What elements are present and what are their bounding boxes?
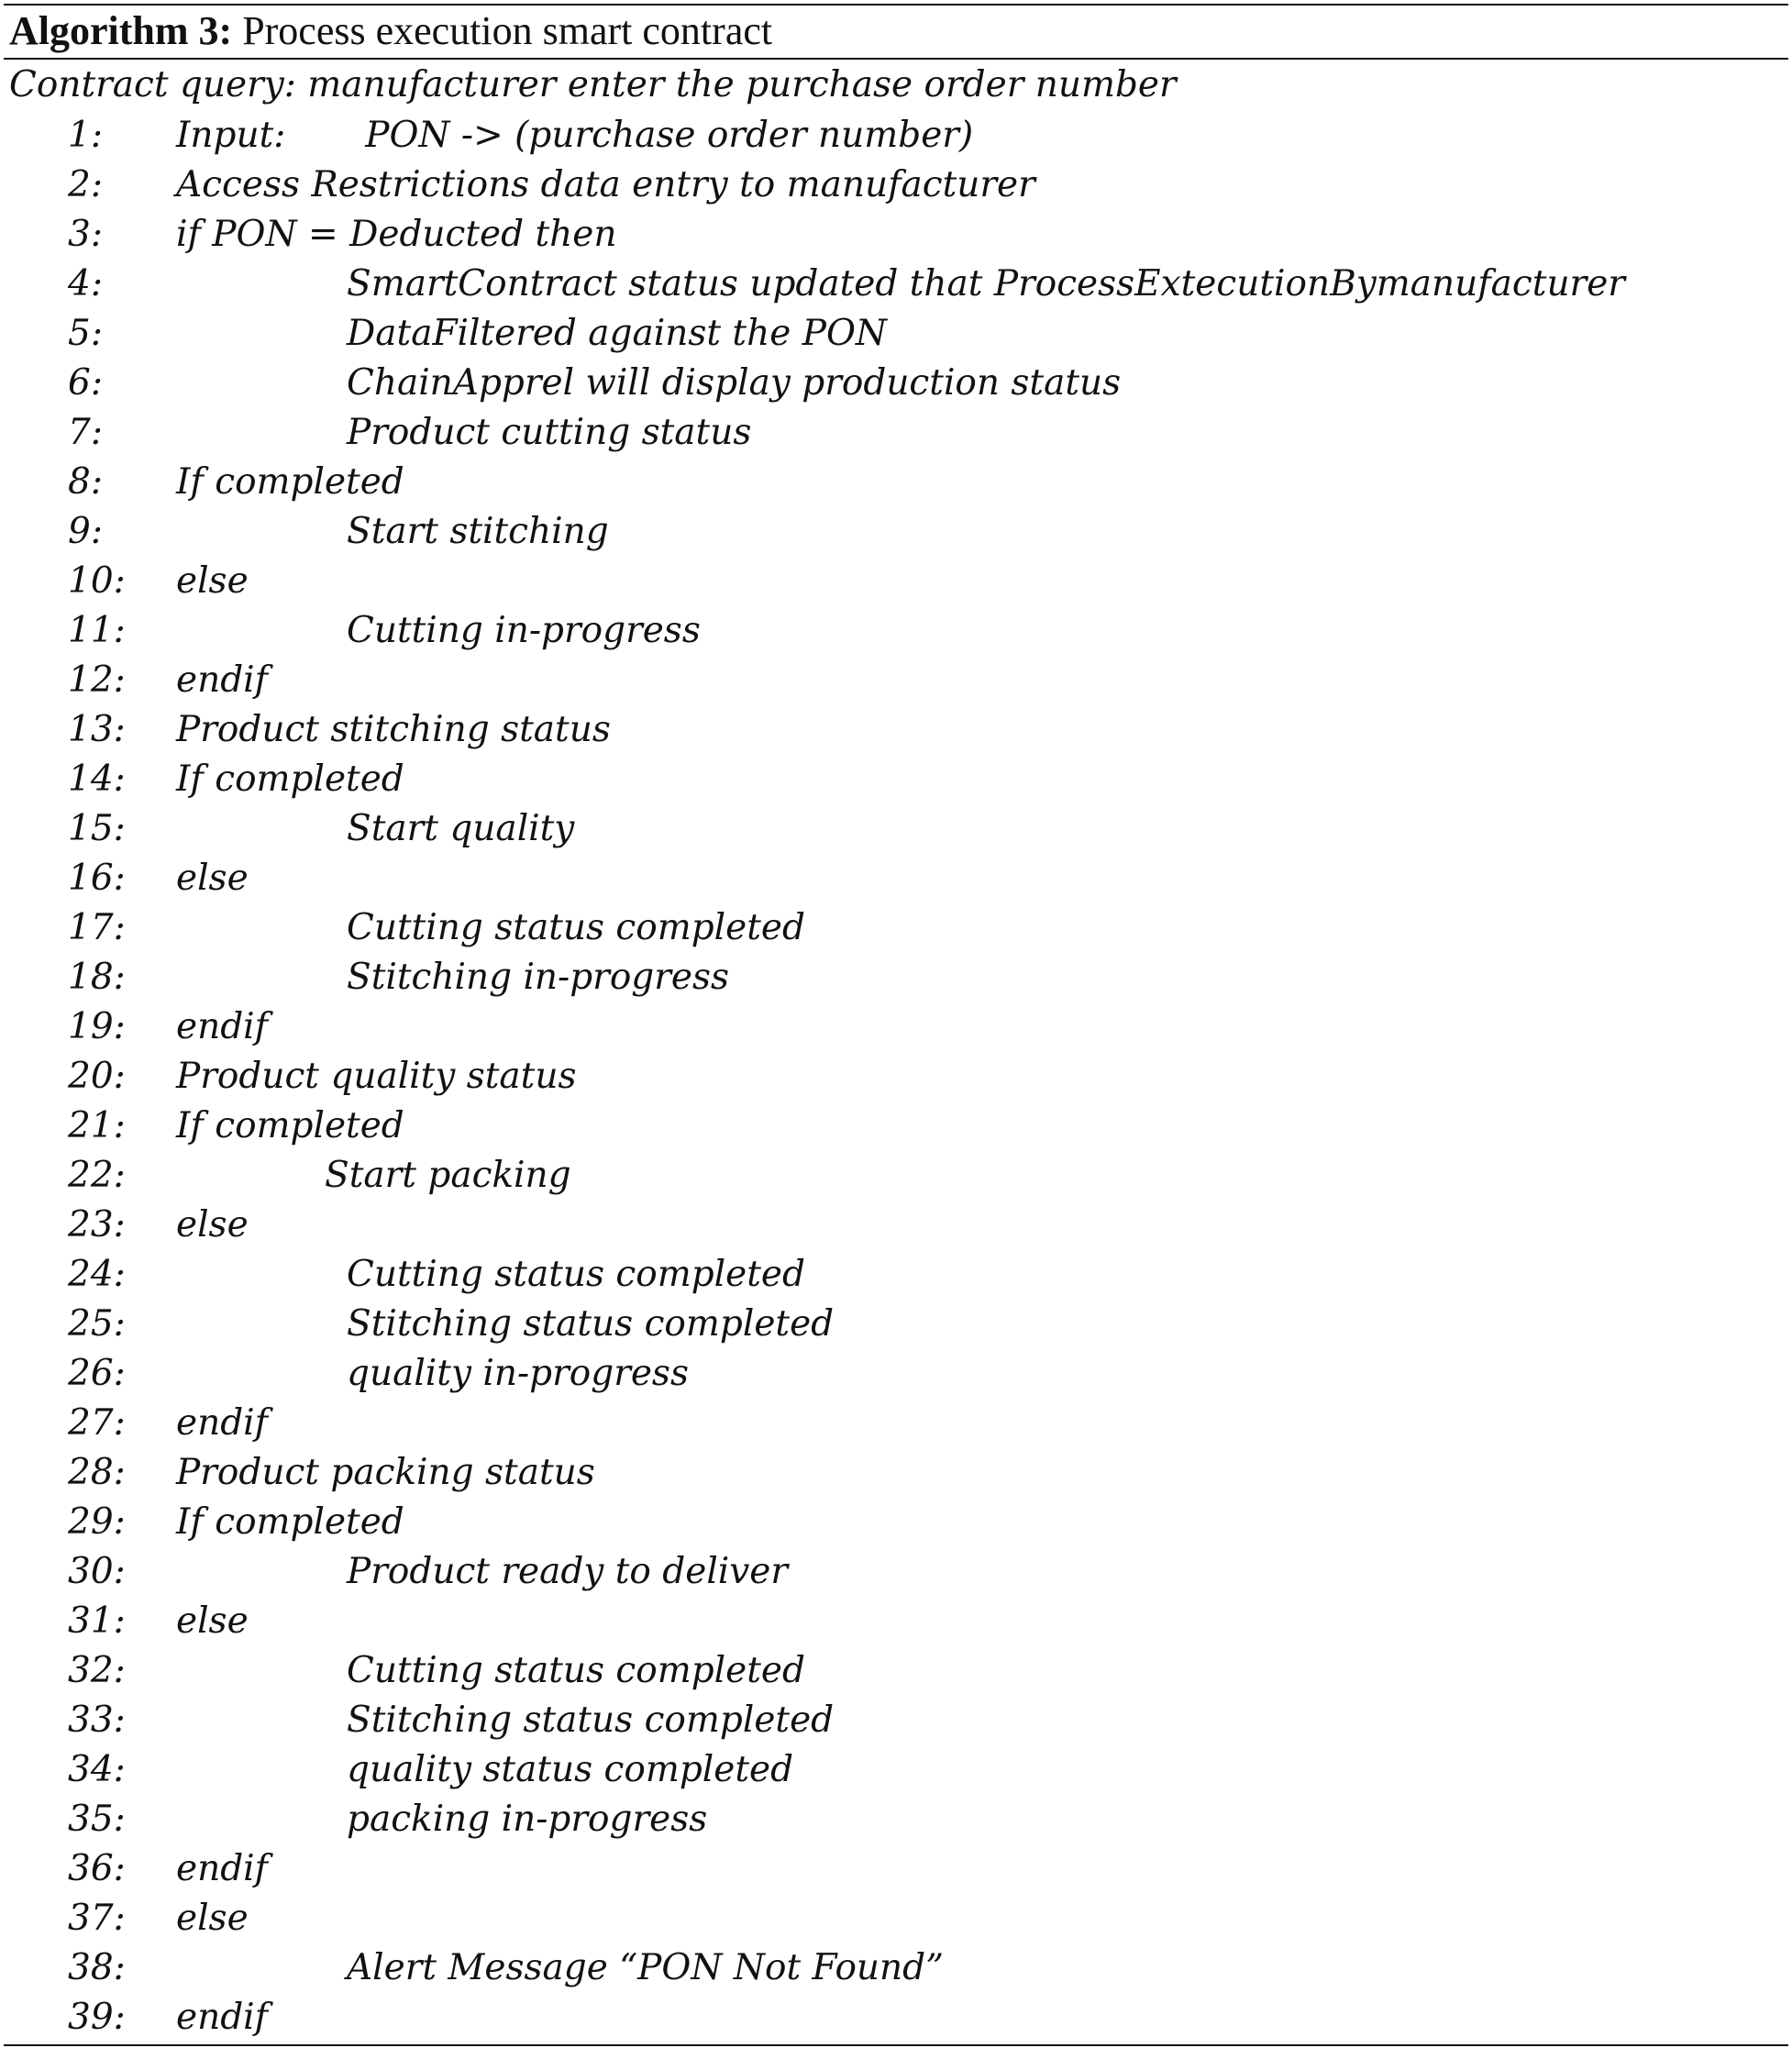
caption-rule	[4, 58, 1788, 60]
line-code: DataFiltered against the PON	[347, 313, 888, 354]
line-number: 17:	[68, 907, 126, 948]
algorithm-line	[4, 1844, 1788, 1894]
line-code: If completed	[176, 758, 404, 800]
algorithm-line	[4, 1151, 1788, 1201]
line-code: Cutting status completed	[347, 907, 805, 948]
line-number: 8:	[68, 461, 103, 503]
line-code: If completed	[176, 1501, 404, 1543]
line-number: 19:	[68, 1006, 126, 1047]
line-code: Product ready to deliver	[347, 1551, 789, 1592]
algorithm-line	[4, 1993, 1788, 2042]
algorithm-line	[4, 755, 1788, 804]
algorithm-lines	[4, 111, 1788, 2042]
line-code: endif	[176, 659, 269, 701]
algorithm-line	[4, 804, 1788, 854]
algorithm-line	[4, 507, 1788, 557]
line-code: quality status completed	[347, 1749, 794, 1790]
algorithm-line	[4, 1646, 1788, 1696]
algorithm-title: Process execution smart contract	[242, 8, 773, 53]
line-code: Start stitching	[347, 511, 609, 552]
line-code: ChainApprel will display production status	[347, 362, 1122, 404]
line-number: 23:	[68, 1204, 126, 1245]
algorithm-line	[4, 903, 1788, 953]
line-number: 39:	[68, 1997, 126, 2038]
line-code: else	[176, 858, 249, 899]
line-number: 3:	[68, 214, 103, 255]
line-code: Input: PON -> (purchase order number)	[176, 115, 974, 156]
line-code: Cutting status completed	[347, 1650, 805, 1691]
line-code: Cutting in-progress	[347, 610, 701, 651]
algorithm-line	[4, 953, 1788, 1002]
line-code: endif	[176, 1997, 269, 2038]
line-number: 1:	[68, 115, 103, 156]
algorithm-line	[4, 705, 1788, 755]
line-code: Product quality status	[176, 1056, 577, 1097]
algorithm-line	[4, 210, 1788, 260]
algorithm-line	[4, 656, 1788, 705]
line-code: If completed	[176, 1105, 404, 1146]
line-code: else	[176, 1600, 249, 1642]
line-number: 27:	[68, 1402, 126, 1444]
line-number: 10:	[68, 560, 126, 602]
line-number: 4:	[68, 263, 103, 304]
algorithm-line	[4, 557, 1788, 606]
line-number: 21:	[68, 1105, 126, 1146]
algorithm-line	[4, 1943, 1788, 1993]
line-number: 37:	[68, 1898, 126, 1939]
algorithm-line	[4, 1696, 1788, 1745]
algorithm-line	[4, 1300, 1788, 1349]
line-code: Stitching in-progress	[347, 957, 730, 998]
line-number: 18:	[68, 957, 126, 998]
line-number: 13:	[68, 709, 126, 750]
line-number: 35:	[68, 1799, 126, 1840]
line-number: 20:	[68, 1056, 126, 1097]
line-number: 26:	[68, 1353, 126, 1394]
line-number: 25:	[68, 1303, 126, 1345]
algorithm-line	[4, 408, 1788, 458]
algorithm-line	[4, 111, 1788, 161]
algorithm-line	[4, 1498, 1788, 1547]
line-code: Stitching status completed	[347, 1303, 835, 1345]
line-number: 2:	[68, 164, 103, 205]
line-code: Product cutting status	[347, 412, 752, 453]
algorithm-caption	[9, 6, 772, 57]
line-code: endif	[176, 1848, 269, 1889]
line-code: Stitching status completed	[347, 1699, 835, 1741]
contract-query: Contract query: manufacturer enter the purchase order number	[9, 64, 1177, 105]
line-code: if PON = Deducted then	[176, 214, 617, 255]
line-code: Product stitching status	[176, 709, 611, 750]
algorithm-line	[4, 1250, 1788, 1300]
algorithm-line	[4, 1894, 1788, 1943]
line-number: 7:	[68, 412, 103, 453]
line-number: 12:	[68, 659, 126, 701]
algorithm-line	[4, 854, 1788, 903]
line-number: 29:	[68, 1501, 126, 1543]
algorithm-line	[4, 1052, 1788, 1101]
algorithm-box	[4, 0, 1788, 2048]
line-code: If completed	[176, 461, 404, 503]
line-code: else	[176, 1898, 249, 1939]
algorithm-line	[4, 359, 1788, 408]
algorithm-line	[4, 1399, 1788, 1448]
line-code: Start packing	[325, 1155, 571, 1196]
bottom-rule	[4, 2044, 1788, 2046]
algorithm-line	[4, 1101, 1788, 1151]
line-number: 6:	[68, 362, 103, 404]
algorithm-label: Algorithm 3:	[9, 8, 233, 53]
line-code: endif	[176, 1006, 269, 1047]
line-code: packing in-progress	[347, 1799, 708, 1840]
line-number: 9:	[68, 511, 103, 552]
line-number: 33:	[68, 1699, 126, 1741]
line-code: else	[176, 1204, 249, 1245]
line-code: quality in-progress	[347, 1353, 689, 1394]
line-number: 15:	[68, 808, 126, 849]
line-number: 34:	[68, 1749, 126, 1790]
algorithm-line	[4, 1201, 1788, 1250]
line-number: 24:	[68, 1254, 126, 1295]
line-code: Cutting status completed	[347, 1254, 805, 1295]
algorithm-line	[4, 458, 1788, 507]
line-number: 28:	[68, 1452, 126, 1493]
line-number: 31:	[68, 1600, 126, 1642]
algorithm-line	[4, 1745, 1788, 1795]
algorithm-line	[4, 1795, 1788, 1844]
line-number: 30:	[68, 1551, 126, 1592]
algorithm-line	[4, 1349, 1788, 1399]
line-number: 22:	[68, 1155, 126, 1196]
line-code: Access Restrictions data entry to manufacturer	[176, 164, 1035, 205]
algorithm-line	[4, 309, 1788, 359]
line-number: 36:	[68, 1848, 126, 1889]
line-number: 38:	[68, 1947, 126, 1988]
line-code: endif	[176, 1402, 269, 1444]
line-number: 5:	[68, 313, 103, 354]
line-number: 32:	[68, 1650, 126, 1691]
algorithm-line	[4, 260, 1788, 309]
algorithm-line	[4, 161, 1788, 210]
line-code: Product packing status	[176, 1452, 595, 1493]
algorithm-line	[4, 1547, 1788, 1597]
algorithm-line	[4, 1002, 1788, 1052]
line-number: 14:	[68, 758, 126, 800]
line-code: else	[176, 560, 249, 602]
algorithm-line	[4, 1597, 1788, 1646]
line-code: Start quality	[347, 808, 575, 849]
line-code: Alert Message “PON Not Found”	[347, 1947, 945, 1988]
algorithm-line	[4, 606, 1788, 656]
line-number: 16:	[68, 858, 126, 899]
line-number: 11:	[68, 610, 126, 651]
line-code: SmartContract status updated that ProcessExtecutionBymanufacturer	[347, 263, 1625, 304]
algorithm-line	[4, 1448, 1788, 1498]
